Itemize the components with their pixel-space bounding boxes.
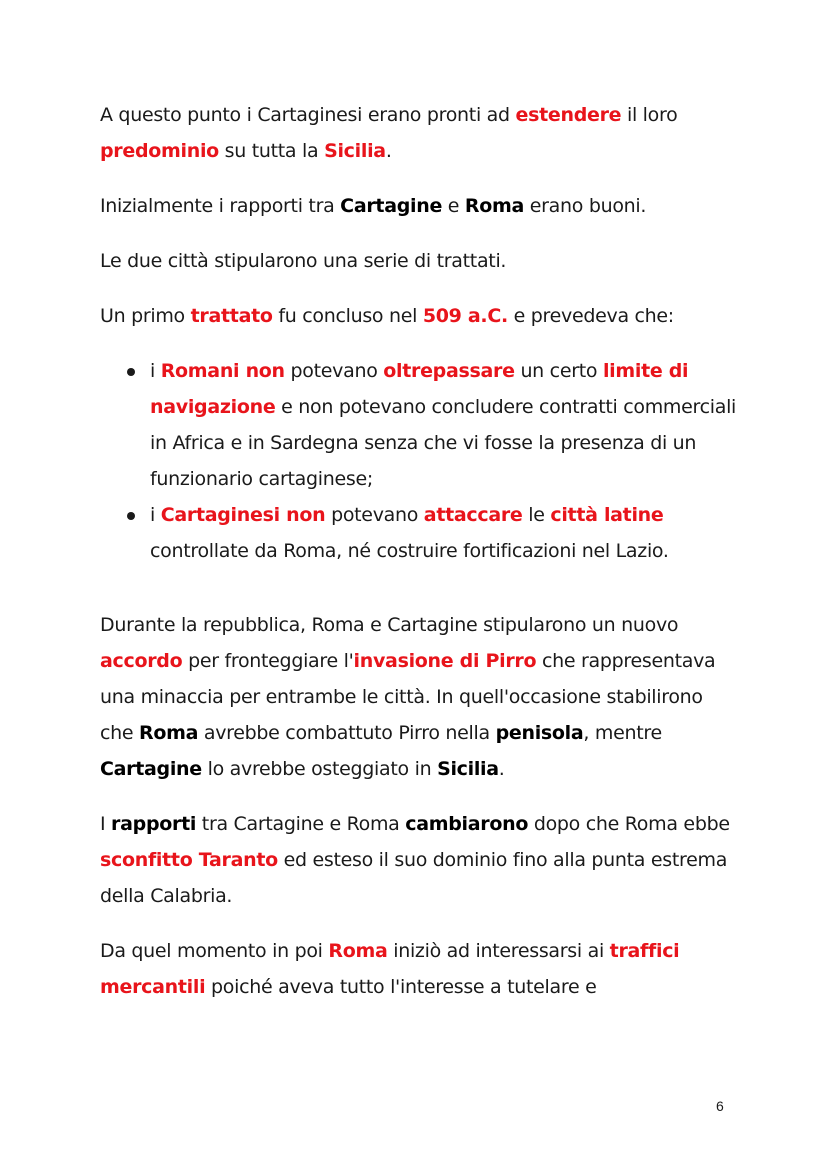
bullet-icon xyxy=(127,512,135,520)
bold-cartagine: Cartagine xyxy=(100,758,202,780)
text-span: Durante la repubblica, Roma e Cartagine stipularono un nuovo xyxy=(100,614,679,636)
highlight-accordo: accordo xyxy=(100,650,183,672)
highlight-estendere: estendere xyxy=(515,104,622,126)
highlight-traffici-mercantili: traffici mercantili xyxy=(100,940,680,998)
paragraph-pyrrhus xyxy=(100,607,740,787)
bold-rapporti: rapporti xyxy=(111,813,197,835)
text-span: Le due città stipularono una serie di trattati. xyxy=(100,250,507,272)
text-span: . xyxy=(498,758,505,780)
bold-sicilia: Sicilia xyxy=(437,758,499,780)
text-span: dopo che Roma ebbe xyxy=(528,813,730,835)
text-span: e xyxy=(442,195,465,217)
text-span: ed esteso il suo dominio fino alla punta estrema della Calabria. xyxy=(100,849,728,907)
paragraph-initial-relations xyxy=(100,188,740,224)
text-span: un certo xyxy=(514,360,603,382)
text-span: tra Cartagine e Roma xyxy=(196,813,406,835)
bold-cambiarono: cambiarono xyxy=(405,813,529,835)
text-span: A questo punto i Cartaginesi erano pronti ad xyxy=(100,104,516,126)
bold-roma: Roma xyxy=(464,195,525,217)
text-span: erano buoni. xyxy=(524,195,647,217)
highlight-predominio: predominio xyxy=(100,140,219,162)
list-item xyxy=(100,497,740,569)
highlight-sconfitto-taranto: sconfitto Taranto xyxy=(100,849,278,871)
text-span: per fronteggiare l' xyxy=(182,650,354,672)
paragraph-relations-changed xyxy=(100,806,740,914)
highlight-limite-navigazione: limite di navigazione xyxy=(150,360,689,418)
text-span: e prevedeva che: xyxy=(507,305,674,327)
text-span: i xyxy=(150,504,161,526)
bold-penisola: penisola xyxy=(495,722,584,744)
highlight-trattato: trattato xyxy=(190,305,273,327)
text-span: I xyxy=(100,813,112,835)
highlight-roma: Roma xyxy=(328,940,388,962)
list-item xyxy=(100,353,740,497)
text-span: iniziò ad interessarsi ai xyxy=(387,940,610,962)
text-span: avrebbe combattuto Pirro nella xyxy=(198,722,496,744)
text-span: potevano xyxy=(325,504,424,526)
paragraph-carthaginian-expansion xyxy=(100,97,740,169)
text-span: e non potevano concludere contratti commerciali in Africa e in Sardegna senza che vi fosse la presenza di un funzionario cartaginese; xyxy=(150,396,737,490)
treaty-conditions-list xyxy=(100,353,740,569)
bold-cartagine: Cartagine xyxy=(340,195,443,217)
highlight-attaccare: attaccare xyxy=(423,504,523,526)
paragraph-treaties xyxy=(100,243,740,279)
highlight-date: 509 a.C. xyxy=(422,305,508,327)
text-span: poiché aveva tutto l'interesse a tutelare e xyxy=(205,976,597,998)
text-span: Un primo xyxy=(100,305,191,327)
page-number: 6 xyxy=(716,1098,724,1114)
text-span: Inizialmente i rapporti tra xyxy=(100,195,341,217)
text-span: il loro xyxy=(621,104,678,126)
highlight-oltrepassare: oltrepassare xyxy=(383,360,515,382)
text-span: fu concluso nel xyxy=(272,305,423,327)
page-content xyxy=(100,97,740,1024)
text-span: che rappresentava una minaccia per entrambe le città. In quell'occasione stabilirono che xyxy=(100,650,716,744)
highlight-sicilia: Sicilia xyxy=(324,140,386,162)
paragraph-first-treaty xyxy=(100,298,740,334)
text-span: le xyxy=(522,504,551,526)
text-span: potevano xyxy=(284,360,384,382)
highlight-romani-non: Romani non xyxy=(160,360,285,382)
text-span: su tutta la xyxy=(218,140,325,162)
text-span: lo avrebbe osteggiato in xyxy=(201,758,438,780)
highlight-cartaginesi-non: Cartaginesi non xyxy=(160,504,326,526)
paragraph-trade-interest xyxy=(100,933,740,1005)
bold-roma: Roma xyxy=(139,722,199,744)
text-span: . xyxy=(385,140,392,162)
text-span: Da quel momento in poi xyxy=(100,940,329,962)
text-span: i xyxy=(150,360,161,382)
highlight-citta-latine: città latine xyxy=(550,504,664,526)
text-span: controllate da Roma, né costruire fortificazioni nel Lazio. xyxy=(150,540,669,562)
bullet-icon xyxy=(127,368,135,376)
text-span: , mentre xyxy=(583,722,662,744)
highlight-invasione-pirro: invasione di Pirro xyxy=(353,650,537,672)
